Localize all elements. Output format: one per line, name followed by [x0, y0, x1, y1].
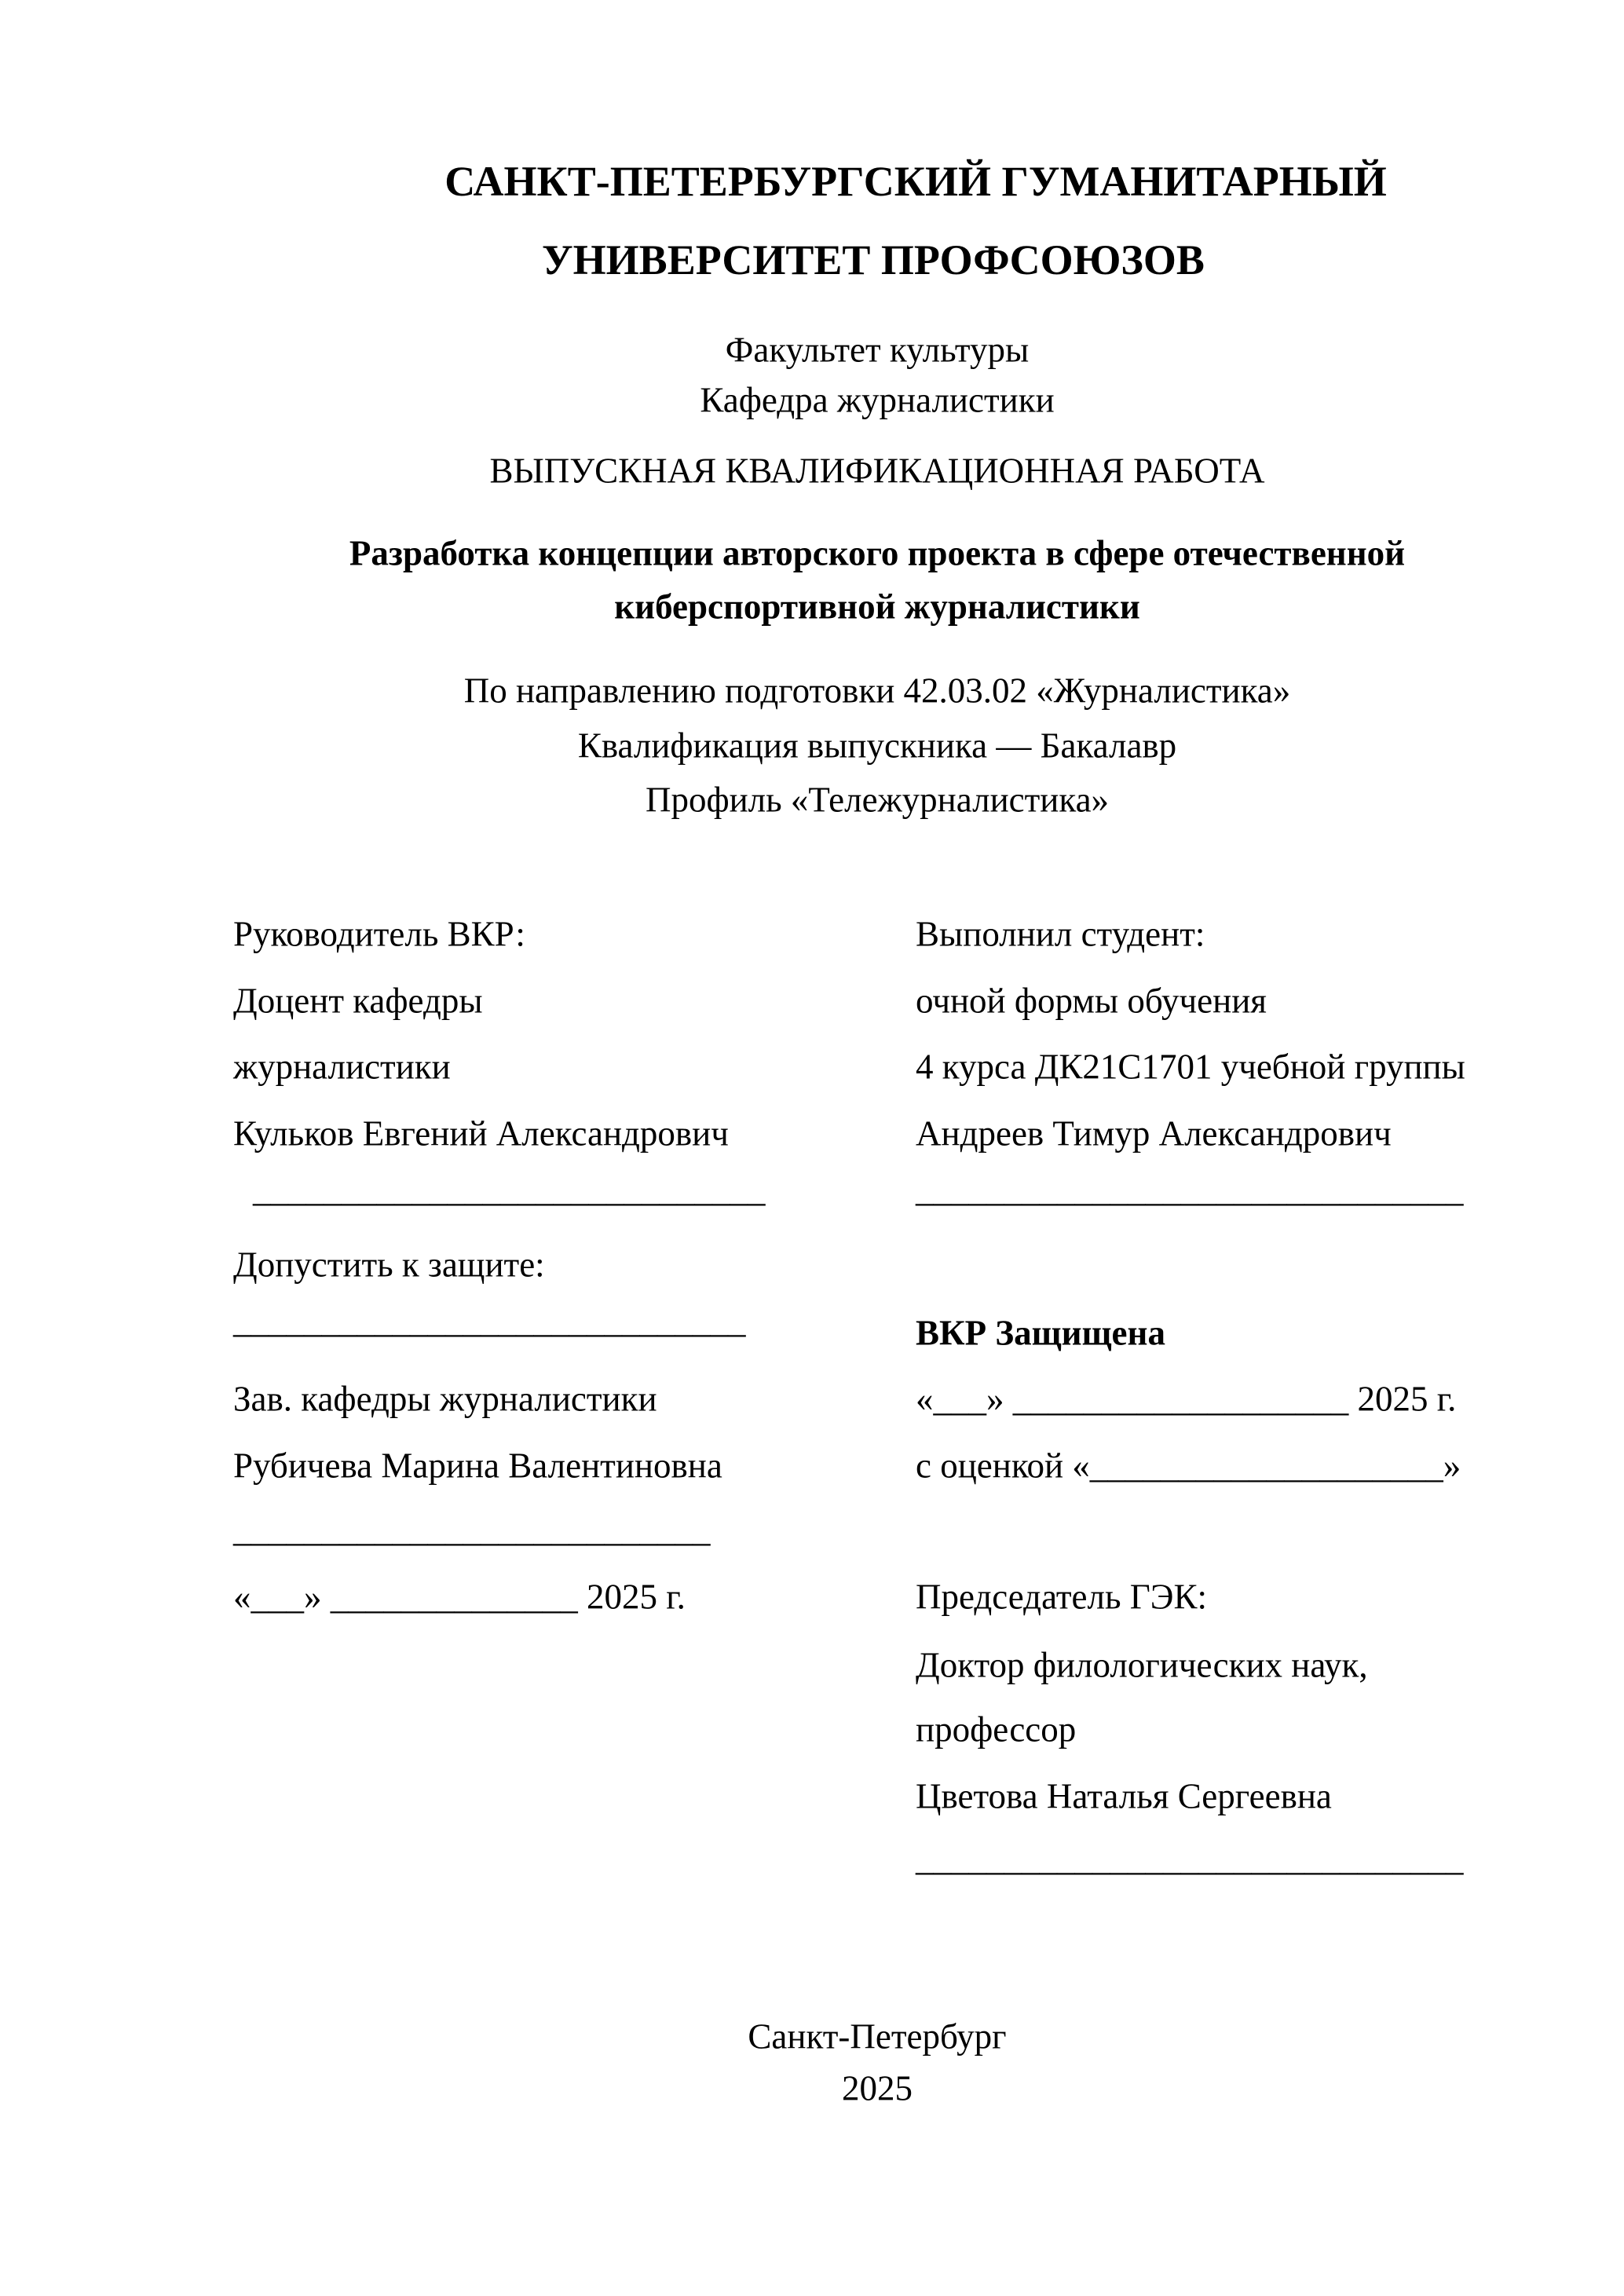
university-name-line1: САНКТ-ПЕТЕРБУРГСКИЙ ГУМАНИТАРНЫЙ: [444, 158, 1387, 205]
chair-degree: Доктор филологических наук,: [916, 1645, 1368, 1685]
qualification: Квалификация выпускника — Бакалавр: [577, 726, 1177, 766]
work-type: ВЫПУСКНАЯ КВАЛИФИКАЦИОННАЯ РАБОТА: [489, 451, 1265, 491]
head-name: Рубичева Марина Валентиновна: [233, 1446, 722, 1486]
supervisor-position-2: журналистики: [233, 1047, 451, 1087]
student-signature-line: _______________________________: [916, 1169, 1464, 1209]
thesis-title-line2: киберспортивной журналистики: [614, 587, 1140, 627]
defended-label: ВКР Защищена: [916, 1313, 1165, 1353]
department: Кафедра журналистики: [700, 380, 1055, 420]
grade: с оценкой «____________________»: [916, 1446, 1461, 1486]
direction: По направлению подготовки 42.03.02 «Журналистика»: [463, 671, 1291, 711]
chair-signature-line: _______________________________: [916, 1838, 1464, 1878]
admit-date: «___» ______________ 2025 г.: [233, 1577, 686, 1617]
student-form: очной формы обучения: [916, 981, 1267, 1021]
chair-name: Цветова Наталья Сергеевна: [916, 1776, 1332, 1816]
head-position: Зав. кафедры журналистики: [233, 1379, 657, 1419]
student-label: Выполнил студент:: [916, 914, 1205, 954]
admit-label: Допустить к защите:: [233, 1245, 545, 1285]
student-name: Андреев Тимур Александрович: [916, 1113, 1392, 1153]
admit-signature-line: _____________________________: [233, 1300, 746, 1340]
supervisor-name: Кульков Евгений Александрович: [233, 1113, 729, 1153]
head-signature-line: ___________________________: [233, 1509, 711, 1549]
supervisor-position-1: Доцент кафедры: [233, 981, 483, 1021]
year: 2025: [842, 2068, 913, 2108]
supervisor-signature-line: _____________________________: [253, 1169, 766, 1209]
faculty: Факультет культуры: [725, 330, 1030, 370]
university-name-line2: УНИВЕРСИТЕТ ПРОФСОЮЗОВ: [542, 236, 1205, 283]
defended-date: «___» ___________________ 2025 г.: [916, 1379, 1457, 1419]
supervisor-label: Руководитель ВКР:: [233, 914, 525, 954]
student-group: 4 курса ДК21С1701 учебной группы: [916, 1047, 1465, 1087]
profile: Профиль «Тележурналистика»: [645, 780, 1110, 820]
thesis-title-line1: Разработка концепции авторского проекта в сфере отечественной: [349, 533, 1406, 573]
chair-label: Председатель ГЭК:: [916, 1577, 1207, 1617]
city: Санкт-Петербург: [748, 2016, 1007, 2057]
chair-title: профессор: [916, 1709, 1077, 1749]
